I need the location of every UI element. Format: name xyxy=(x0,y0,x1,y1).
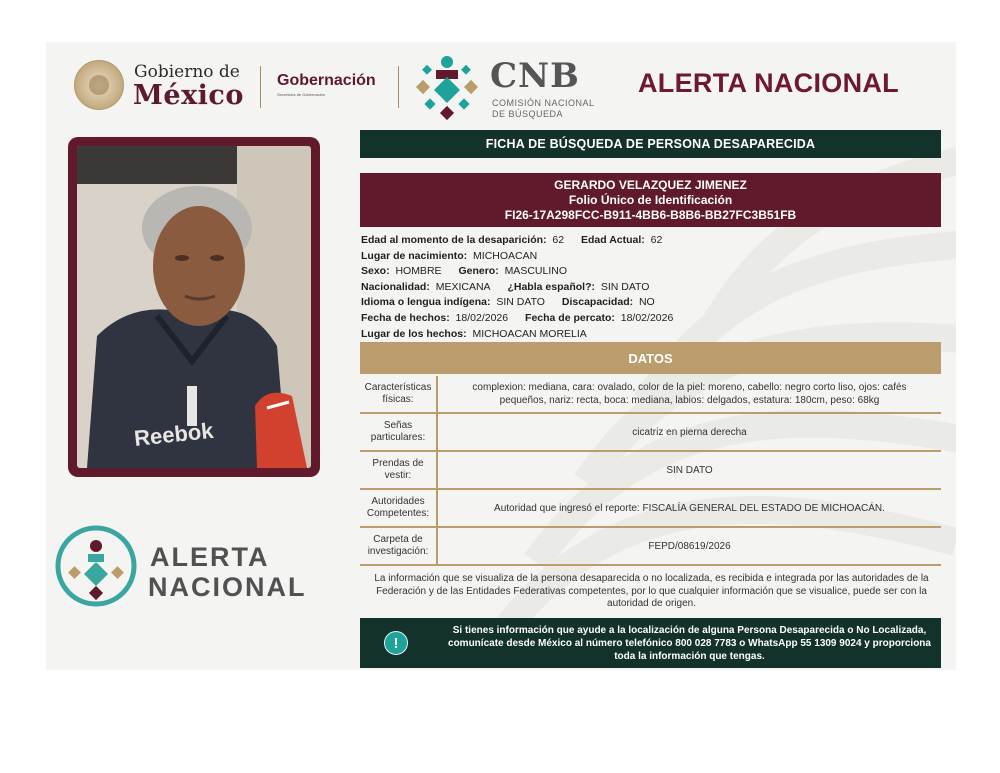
datos-label: Autoridades Competentes: xyxy=(360,490,438,526)
datos-row xyxy=(360,414,941,452)
genero-label: Genero: xyxy=(458,265,499,278)
photo-frame xyxy=(68,137,320,477)
disclaimer-text: La información que se visualiza de la persona desaparecida o no localizada, es recibida e integrada por las autoridades de la Federación y de las Entidades Federativas competentes, por lo que cualquier información que se visualice, puede ser con la autoridad de origen. xyxy=(374,573,929,609)
datos-label: Características físicas: xyxy=(360,376,438,412)
alert-title: ALERTA NACIONAL xyxy=(638,68,899,98)
info-row xyxy=(361,311,673,327)
lugar-hechos-label: Lugar de los hechos: xyxy=(361,327,467,340)
datos-table xyxy=(360,376,941,566)
mexico-label: México xyxy=(133,80,244,111)
nacionalidad-label: Nacionalidad: xyxy=(361,280,430,293)
edad-desaparicion-value: 62 xyxy=(552,234,565,246)
sexo-value: HOMBRE xyxy=(395,265,442,278)
folio-value: FI26-17A298FCC-B911-4BB6-B8B6-BB27FC3B51FB xyxy=(504,208,797,222)
lugar-nacimiento-label: Lugar de nacimiento: xyxy=(361,249,468,262)
contact-text: Si tienes información que ayude a la localización de alguna Persona Desaparecida o No Localizada, comunícate desde México al número telefónico 800 028 7783 o WhatsApp 55 1309 9024 y proporciona toda la información que tengas. xyxy=(448,624,931,662)
alert-sheet xyxy=(46,42,956,670)
fecha-hechos-value: 18/02/2026 xyxy=(455,311,509,324)
edad-actual-value: 62 xyxy=(650,234,663,246)
datos-value: Autoridad que ingresó el reporte: FISCALÍA GENERAL DEL ESTADO DE MICHOACÁN. xyxy=(494,502,885,514)
idioma-value: SIN DATO xyxy=(496,296,545,309)
footer-alerta-text: ALERTA xyxy=(150,542,270,572)
edad-desaparicion-label: Edad al momento de la desaparición: xyxy=(361,234,547,246)
fecha-percato-value: 18/02/2026 xyxy=(620,311,674,324)
datos-value: cicatriz en pierna derecha xyxy=(632,426,747,438)
person-info xyxy=(361,233,673,342)
header xyxy=(46,42,956,130)
cnb-title: CNB xyxy=(490,56,580,96)
datos-row xyxy=(360,376,941,414)
ficha-title-bar: FICHA DE BÚSQUEDA DE PERSONA DESAPARECIDA xyxy=(360,130,941,158)
folio-label: Folio Único de Identificación xyxy=(568,193,733,207)
alerta-nacional-logo-icon xyxy=(54,524,138,608)
sexo-label: Sexo: xyxy=(361,265,390,278)
cnb-logo-icon xyxy=(412,52,482,122)
info-row xyxy=(361,249,673,265)
gobernacion-sub: Secretaría de Gobernación xyxy=(277,92,326,97)
habla-espanol-label: ¿Habla español?: xyxy=(507,280,595,293)
datos-row xyxy=(360,452,941,490)
fecha-percato-label: Fecha de percato: xyxy=(525,311,615,324)
info-row xyxy=(361,233,673,249)
contact-bar xyxy=(360,618,941,668)
info-row xyxy=(361,280,673,296)
lugar-nacimiento-value: MICHOACAN xyxy=(473,249,538,262)
discapacidad-value: NO xyxy=(638,296,655,309)
datos-label: Carpeta de investigación: xyxy=(360,528,438,564)
person-name: GERARDO VELAZQUEZ JIMENEZ xyxy=(554,178,747,192)
datos-value: complexion: mediana, cara: ovalado, color de la piel: moreno, cabello: negro corto liso, ojos: cafés pequeños, nariz: recta, boca: mediana, labios: delgados, estatura: 180cm, peso: 68kg xyxy=(472,382,907,406)
nacionalidad-value: MEXICANA xyxy=(435,280,491,293)
genero-value: MASCULINO xyxy=(504,265,567,278)
datos-value: SIN DATO xyxy=(666,464,713,476)
svg-text:Reebok: Reebok xyxy=(132,417,215,451)
mexico-seal-icon xyxy=(74,60,124,110)
person-name-box xyxy=(360,173,941,227)
exclamation-icon: ! xyxy=(384,631,408,655)
datos-value: FEPD/08619/2026 xyxy=(648,540,731,552)
lugar-hechos-value: MICHOACAN MORELIA xyxy=(472,327,587,340)
info-row xyxy=(361,264,673,280)
discapacidad-label: Discapacidad: xyxy=(561,296,634,309)
datos-row xyxy=(360,528,941,566)
divider xyxy=(260,66,261,108)
footer-nacional-text: NACIONAL xyxy=(148,572,307,602)
datos-row xyxy=(360,490,941,528)
cnb-subtitle-2: DE BÚSQUEDA xyxy=(492,109,564,119)
datos-label: Prendas de vestir: xyxy=(360,452,438,488)
habla-espanol-value: SIN DATO xyxy=(600,280,650,293)
idioma-label: Idioma o lengua indígena: xyxy=(361,296,491,309)
gobernacion-label: Gobernación xyxy=(277,72,376,89)
fecha-hechos-label: Fecha de hechos: xyxy=(361,311,450,324)
datos-header: DATOS xyxy=(360,342,941,374)
cnb-subtitle-1: COMISIÓN NACIONAL xyxy=(492,98,595,108)
divider xyxy=(398,66,399,108)
edad-actual-label: Edad Actual: xyxy=(581,234,645,246)
datos-label: Señas particulares: xyxy=(360,414,438,450)
gobierno-label: Gobierno de xyxy=(134,62,240,82)
person-photo xyxy=(77,146,311,468)
info-row xyxy=(361,327,673,343)
info-row xyxy=(361,295,673,311)
